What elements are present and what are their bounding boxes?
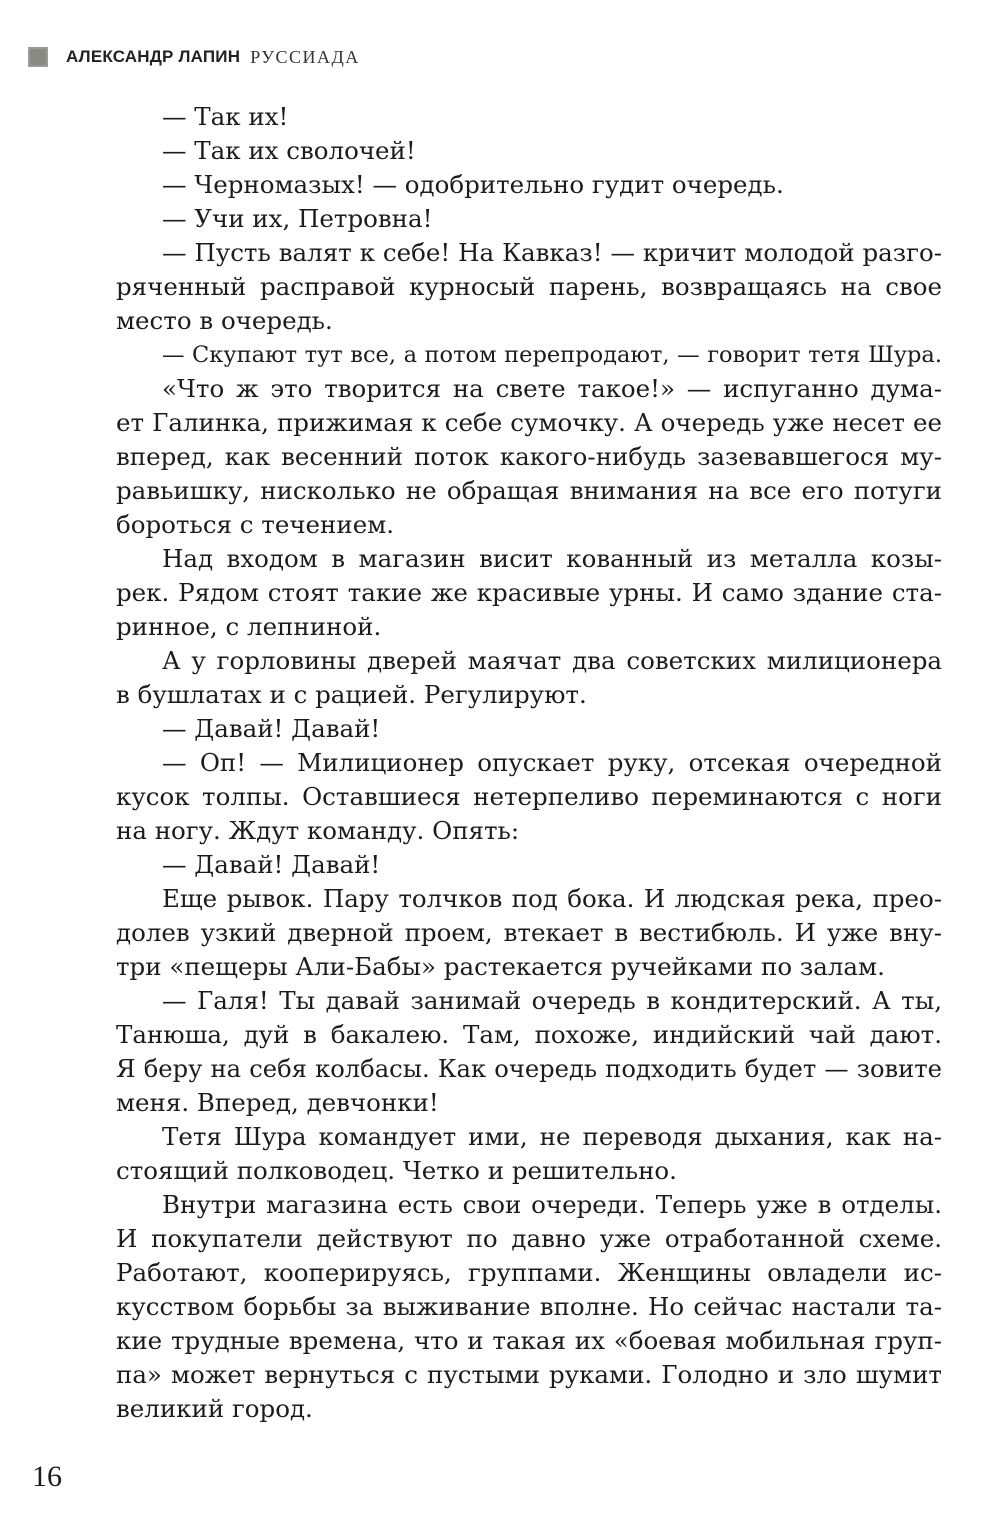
text-line: Работают, кооперируясь, группами. Женщины овладели ис- (116, 1258, 942, 1287)
text-line: — Скупают тут все, а потом перепродают, — говорит тетя Шура. (162, 342, 942, 368)
text-line: на ногу. Ждут команду. Опять: (116, 816, 520, 845)
text-line: — Галя! Ты давай занимай очередь в кондитерский. А ты, (162, 986, 942, 1015)
text-line: А у горловины дверей маячат два советских милиционера (162, 646, 942, 675)
text-line: — Давай! Давай! (162, 714, 381, 743)
text-line: ринное, с лепниной. (116, 612, 382, 641)
text-line: Над входом в магазин висит кованный из металла козы- (162, 544, 942, 573)
text-line: И покупатели действуют по давно уже отработанной схеме. (116, 1224, 942, 1253)
page-number: 16 (32, 1460, 62, 1493)
text-line: — Черномазых! — одобрительно гудит очередь. (162, 170, 784, 199)
text-line: Тетя Шура командует ими, не переводя дыхания, как на- (162, 1122, 942, 1151)
text-line: место в очередь. (116, 306, 333, 335)
text-line: — Пусть валят к себе! На Кавказ! — кричит молодой разго- (162, 238, 942, 267)
text-line: ряченный расправой курносый парень, возвращаясь на свое (116, 272, 942, 301)
text-line: меня. Вперед, девчонки! (116, 1088, 439, 1117)
text-line: па» может вернуться с пустыми руками. Голодно и зло шумит (116, 1360, 942, 1389)
text-line: «Что ж это творится на свете такое!» — испуганно дума- (162, 374, 942, 403)
text-line: великий город. (116, 1394, 313, 1423)
text-line: Внутри магазина есть свои очереди. Теперь уже в отделы. (162, 1190, 942, 1219)
text-line: — Давай! Давай! (162, 850, 381, 879)
text-line: Еще рывок. Пару толчков под бока. И людская река, прео- (162, 884, 942, 913)
text-line: рек. Рядом стоят такие же красивые урны. И само здание ста- (116, 578, 942, 607)
text-line: — Оп! — Милиционер опускает руку, отсекая очередной (162, 748, 942, 777)
text-line: — Так их! (162, 102, 289, 131)
text-line: равьишку, нисколько не обращая внимания на все его потуги (116, 476, 942, 505)
text-line: долев узкий дверной проем, втекает в вестибюль. И уже вну- (116, 918, 942, 947)
text-line: — Так их сволочей! (162, 136, 416, 165)
text-line: кусством борьбы за выживание вполне. Но сейчас настали та- (116, 1292, 942, 1321)
text-line: стоящий полководец. Четко и решительно. (116, 1156, 677, 1185)
running-head (28, 44, 360, 70)
body-text (116, 100, 942, 1426)
text-line: бороться с течением. (116, 510, 395, 539)
author-name: АЛЕКСАНДР ЛАПИН (66, 47, 241, 66)
text-line: Танюша, дуй в бакалею. Там, похоже, индийский чай дают. (116, 1020, 942, 1049)
text-line: кусок толпы. Оставшиеся нетерпеливо переминаются с ноги (116, 782, 942, 811)
book-title: РУССИАДА (250, 46, 360, 67)
header-square-ornament (28, 47, 48, 67)
text-line: ет Галинка, прижимая к себе сумочку. А очередь уже несет ее (116, 408, 942, 437)
text-line: — Учи их, Петровна! (162, 204, 433, 233)
text-line: три «пещеры Али-Бабы» растекается ручейками по залам. (116, 952, 885, 981)
text-line: Я беру на себя колбасы. Как очередь подходить будет — зовите (116, 1055, 942, 1083)
text-line: вперед, как весенний поток какого-нибудь зазевавшегося му- (116, 442, 942, 471)
text-line: в бушлатах и с рацией. Регулируют. (116, 680, 587, 709)
text-line: кие трудные времена, что и такая их «боевая мобильная груп- (116, 1326, 942, 1355)
